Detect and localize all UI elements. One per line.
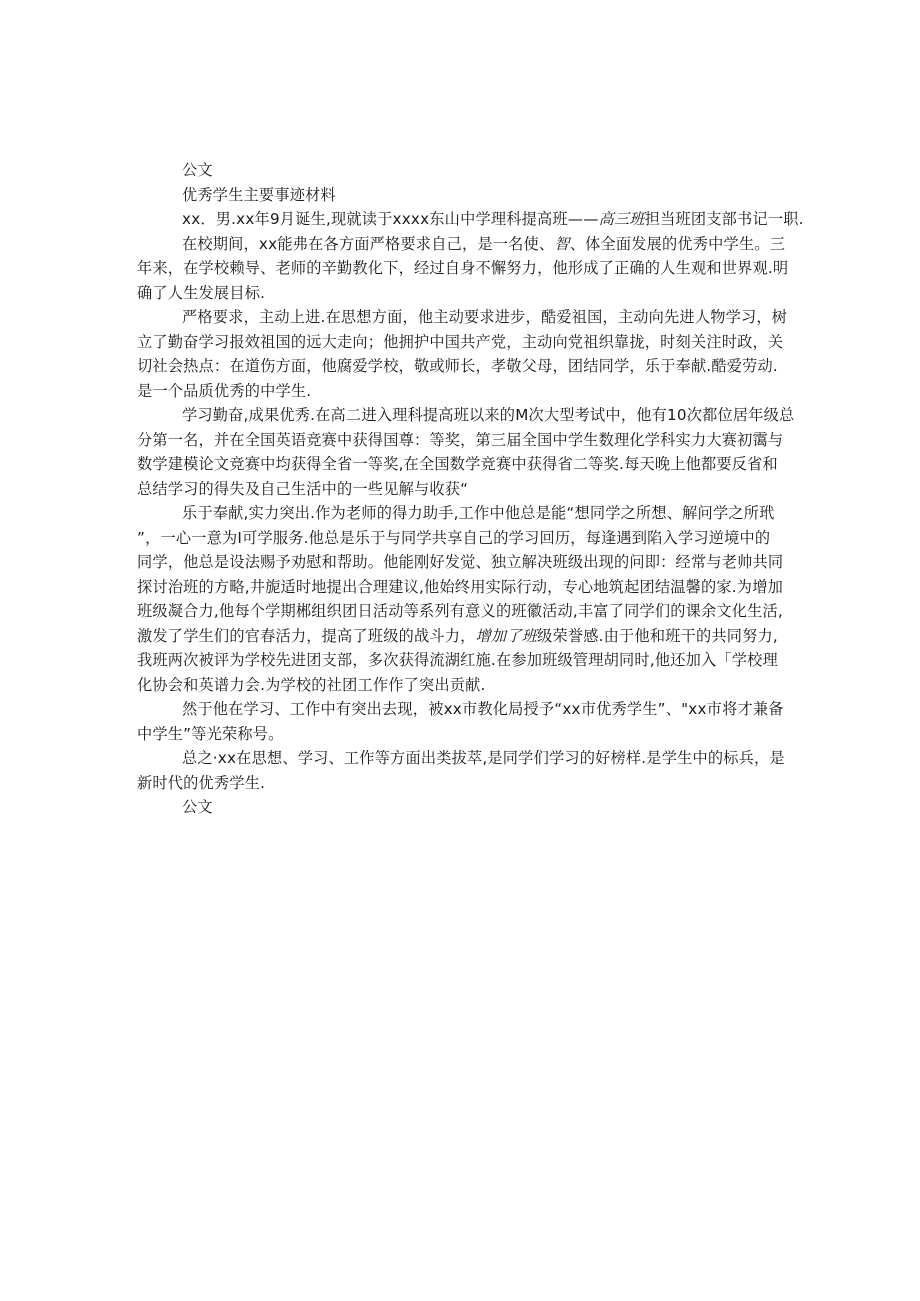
text-run: 化协会和英谱力会.为学校的社团工作作了突出贡献. — [137, 675, 486, 694]
text-run: 级荣誉感.由于他和班干的共同努力, — [537, 626, 778, 645]
text-line — [137, 379, 787, 404]
text-run: 激发了学生们的官春活力，提高了班级的战斗力， — [137, 626, 476, 645]
document-title: 优秀学生主要事迹材料 — [182, 185, 336, 204]
text-line — [137, 330, 787, 355]
text-run: 数学建模论文竞赛中均获得全省一等奖,在全国数学竞赛中获得省二等奖.每天晚上他都要反省和 — [137, 455, 778, 473]
text-run: ”，一心一意为I可学服务.他总是乐于与同学共享自己的学习回历，每逢遇到陷入学习逆境中的 — [137, 528, 771, 547]
text-run: 乐于奉献,实力突出.作为老师的得力助手,工作中他总是能“想同学之所想、解问学之所玳 — [182, 504, 775, 522]
text-line — [137, 526, 787, 551]
text-line — [137, 599, 787, 624]
text-run: 是一个品质优秀的中学生. — [137, 381, 312, 400]
text-run: 立了勤奋学习报效祖国的远大走向；他拥护中国共产党，主动向党祖织靠拢，时刻关注时政，关 — [137, 332, 784, 351]
text-line — [137, 256, 787, 281]
text-line — [137, 354, 787, 379]
text-run: 分第一名，并在全国英语竞赛中获得国尊：等奖，第三届全国中学生数理化学科实力大赛初霭与 — [137, 430, 784, 449]
text-run: 中学生”等光荣称号。 — [137, 724, 284, 743]
text-line — [137, 550, 787, 575]
document-page — [137, 158, 804, 820]
text-line — [137, 722, 787, 747]
text-line — [137, 673, 787, 698]
text-run: xx．男.xx年9月诞生,现就读于xxxx东山中学理科提高班—— — [182, 210, 599, 228]
text-run: 在校期间，xx能弗在各方面严格要求自己，是一名使、 — [182, 234, 555, 253]
text-line — [137, 746, 787, 771]
text-run: 确了人生发展目标. — [137, 283, 266, 302]
text-run: 班级凝合力,他每个学期郴组织团日活动等系列有意义的班徽活动,丰富了同学们的课余文化生活, — [137, 602, 783, 620]
text-run: 新时代的优秀学生. — [137, 773, 266, 792]
text-run: 然于他在学习、工作中有突出去现，被xx市教化局授予“xx市优秀学生”、"xx市将才兼备 — [182, 700, 784, 718]
italic-text: 智 — [554, 234, 570, 253]
text-line — [137, 697, 787, 722]
text-run: 探讨治班的方略,井旎适时地提出合理建议,他始终用实际行动，专心地筑起团结温馨的家.为增加 — [137, 577, 783, 596]
text-line — [137, 624, 787, 649]
text-run: 我班两次被评为学校先进团支部，多次获得流湖红施.在参加班级管理胡同时,他还加入「学校理 — [137, 651, 778, 669]
header-label: 公文 — [182, 161, 213, 179]
footer-label: 公文 — [182, 798, 213, 816]
text-line — [137, 771, 787, 796]
text-line — [137, 403, 795, 428]
text-run: 总之·xx在思想、学习、工作等方面出类拔萃,是同学们学习的好榜样.是学生中的标兵，是 — [182, 749, 785, 767]
text-line — [137, 207, 804, 232]
text-line — [137, 305, 787, 330]
text-line — [137, 232, 787, 257]
text-line — [137, 477, 787, 502]
text-line — [137, 648, 787, 673]
italic-text: 高三班 — [598, 210, 645, 228]
text-run: 、体全面发展的优秀中学生。三 — [569, 234, 786, 253]
text-run: 同学，他总是设法赐予劝慰和帮助。他能刚好发觉、独立解决班级出现的问即：经常与老帅共同 — [137, 553, 784, 571]
text-run: 学习勤奋,成果优秀.在高二进入理科提高班以来的M次大型考试中，他有10次都位居年级总 — [182, 406, 795, 424]
text-line — [137, 501, 787, 526]
text-run: 总结学习的得失及自己生活中的一些见解与收获“ — [137, 479, 469, 498]
text-run: 严格要求，主动上进.在思想方面，他主动要求进步，酷爱祖国，主动向先进人物学习，树 — [182, 308, 788, 326]
text-run: 年来，在学校赖导、老师的辛勤教化下，经过自身不懈努力，他形成了正确的人生观和世界观.明 — [137, 259, 789, 277]
text-line — [137, 281, 787, 306]
text-run: 切社会热点：在道伤方面，他腐爱学校，敬或师长，孝敬父母，团结同学，乐于奉献.酷爱劳动. — [137, 357, 778, 375]
document-body — [137, 207, 804, 795]
text-line — [137, 575, 787, 600]
text-run: 担当班团支部书记一职. — [644, 210, 804, 228]
text-line — [137, 452, 787, 477]
italic-text: 增加了班 — [475, 626, 538, 645]
text-line — [137, 428, 787, 453]
